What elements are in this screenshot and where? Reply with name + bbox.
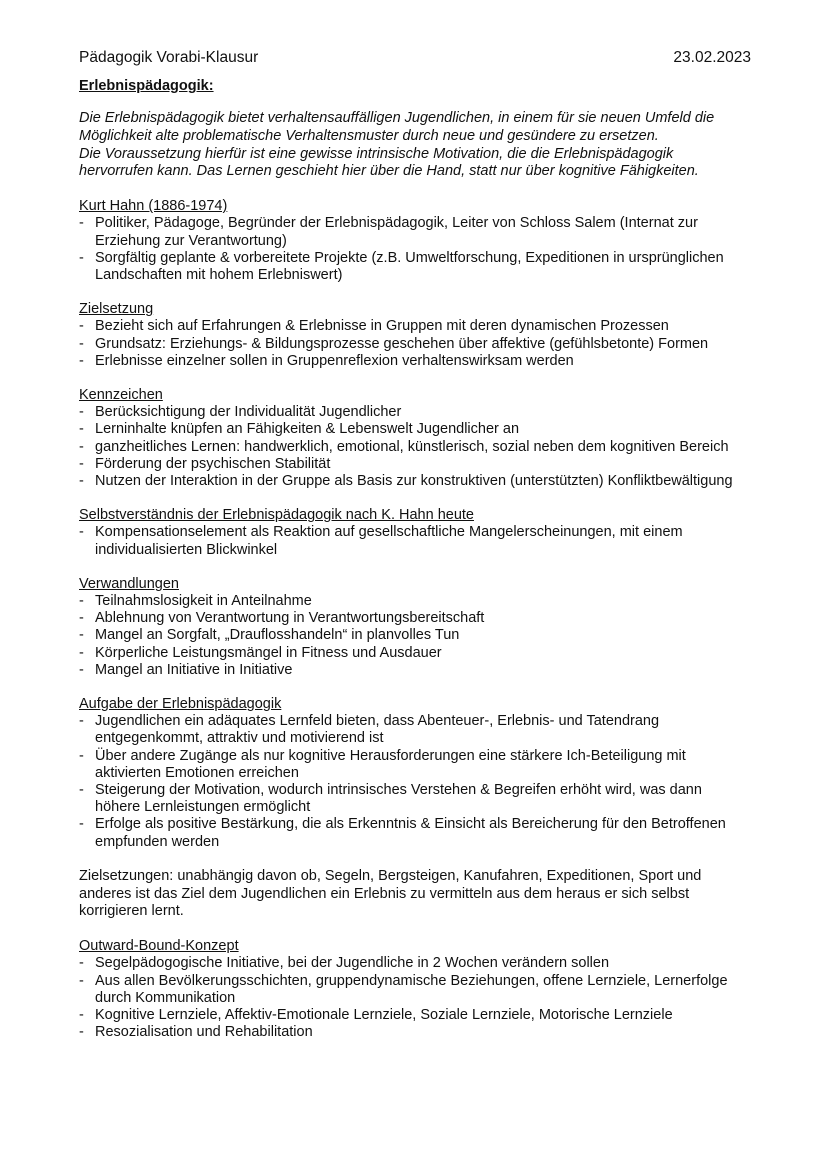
list-item-text: Teilnahmslosigkeit in Anteilnahme [95,593,312,610]
list-item-text: Berücksichtigung der Individualität Jugendlicher [95,404,402,421]
list-item-text: Nutzen der Interaktion in der Gruppe als Basis zur konstruktiven (unterstützten) Konfliktbewältigung [95,473,733,490]
list-item [79,421,751,438]
bullet-dash: - [79,816,84,833]
list-item-text: Ablehnung von Verantwortung in Verantwortungsbereitschaft [95,610,485,627]
bullet-dash: - [79,747,84,764]
list-item [79,816,751,850]
intro-paragraph: Die Erlebnispädagogik bietet verhaltensauffälligen Jugendlichen, in einem für sie neuen Umfeld die Möglichkeit alte problematische Verhaltensmuster durch neue und gesündere zu ersetzen. [79,110,715,144]
list-item-text: Segelpädogogische Initiative, bei der Jugendliche in 2 Wochen verändern sollen [95,955,610,972]
section [79,387,751,490]
list-item [79,955,751,972]
list-item [79,973,751,1007]
list-item-text: Grundsatz: Erziehungs- & Bildungsprozesse geschehen über affektive (gefühlsbetonte) Formen [95,335,709,352]
section [79,198,751,284]
list-item [79,713,751,747]
bullet-dash: - [79,249,84,266]
bullet-dash: - [79,782,84,799]
section-outward-bound [79,938,751,1041]
list-item [79,250,751,284]
section-title: Outward-Bound-Konzept [79,938,239,955]
section-title: Verwandlungen [79,575,179,592]
list-item-text: Kompensationselement als Reaktion auf gesellschaftliche Mangelerscheinungen, mit einem individualisierten Blickwinkel [95,524,683,558]
list-item-text: Aus allen Bevölkerungsschichten, gruppendynamische Beziehungen, offene Lernziele, Lernerfolge durch Kommunikation [95,972,728,1006]
bullet-dash: - [79,1024,84,1041]
list-item [79,336,751,353]
bullet-dash: - [79,610,84,627]
list-item [79,1007,751,1024]
list-item [79,593,751,610]
list-item-text: Mangel an Initiative in Initiative [95,661,293,678]
section-title: Kurt Hahn (1886-1974) [79,198,228,215]
list-item-text: Kognitive Lernziele, Affektiv-Emotionale Lernziele, Soziale Lernziele, Motorische Lernziele [95,1007,673,1024]
bullet-list [79,318,751,370]
list-item [79,473,751,490]
list-item [79,748,751,782]
course-title: Pädagogik Vorabi-Klausur [79,49,259,66]
section-title: Aufgabe der Erlebnispädagogik [79,696,282,713]
list-item [79,456,751,473]
bullet-dash: - [79,473,84,490]
list-item [79,645,751,662]
sections-container [79,198,751,851]
section-title: Kennzeichen [79,387,163,404]
bullet-list [79,713,751,851]
bullet-dash: - [79,318,84,335]
bullet-dash: - [79,524,84,541]
list-item-text: Steigerung der Motivation, wodurch intrinsisches Verstehen & Begreifen erhöht wird, was dann höhere Lernleistungen ermöglicht [95,782,702,816]
list-item-text: Förderung der psychischen Stabilität [95,455,331,472]
bullet-dash: - [79,627,84,644]
list-item [79,439,751,456]
bullet-dash: - [79,352,84,369]
list-item-text: Erfolge als positive Bestärkung, die als Erkenntnis & Einsicht als Bereicherung für den Betroffenen empfunden werden [95,816,726,850]
summary-paragraph: Zielsetzungen: unabhängig davon ob, Segeln, Bergsteigen, Kanufahren, Expeditionen, Sport und anderes ist das Ziel dem Jugendlichen ein Erlebnis zu vermitteln aus dem heraus er sich selbst korrigieren lernt. [79,867,702,920]
bullet-dash: - [79,972,84,989]
list-item-text: Körperliche Leistungsmängel in Fitness und Ausdauer [95,644,442,661]
list-item [79,215,751,249]
list-item [79,782,751,816]
bullet-dash: - [79,955,84,972]
list-item [79,610,751,627]
list-item-text: Lerninhalte knüpfen an Fähigkeiten & Lebenswelt Jugendlicher an [95,421,520,438]
bullet-list [79,955,751,1041]
section [79,301,751,370]
list-item-text: Sorgfältig geplante & vorbereitete Projekte (z.B. Umweltforschung, Expeditionen in ursprünglichen Landschaften mit hohem Erlebniswert) [95,249,724,283]
bullet-dash: - [79,1007,84,1024]
list-item-text: Politiker, Pädagoge, Begründer der Erlebnispädagogik, Leiter von Schloss Salem (Internat zur Erziehung zur Verantwortung) [95,215,698,249]
intro-paragraph: Die Voraussetzung hierfür ist eine gewisse intrinsische Motivation, die die Erlebnispädagogik hervorrufen kann. Das Lernen geschieht hier über die Hand, statt nur über kognitive Fähigkeiten. [79,145,699,180]
bullet-dash: - [79,421,84,438]
list-item-text: Jugendlichen ein adäquates Lernfeld bieten, dass Abenteuer-, Erlebnis- und Tatendrang entgegenkommt, attraktiv und motivierend ist [95,713,660,747]
list-item-text: Über andere Zugänge als nur kognitive Herausforderungen eine stärkere Ich-Beteiligung mit aktivierten Emotionen erreichen [95,747,686,781]
document-page [79,48,751,1042]
section-title: Zielsetzung [79,301,154,318]
section [79,576,751,679]
list-item [79,524,751,558]
document-title: Erlebnispädagogik: [79,78,214,94]
bullet-dash: - [79,593,84,610]
bullet-dash: - [79,713,84,730]
bullet-dash: - [79,404,84,421]
bullet-list [79,593,751,679]
section [79,696,751,851]
list-item [79,404,751,421]
bullet-dash: - [79,455,84,472]
list-item-text: Mangel an Sorgfalt, „Drauflosshandeln“ in planvolles Tun [95,627,460,644]
list-item [79,662,751,679]
intro-text [79,110,751,181]
bullet-list [79,524,751,558]
page-header [79,48,751,68]
document-date: 23.02.2023 [673,49,751,66]
bullet-dash: - [79,438,84,455]
bullet-dash: - [79,644,84,661]
list-item-text: Bezieht sich auf Erfahrungen & Erlebnisse in Gruppen mit deren dynamischen Prozessen [95,318,669,335]
bullet-dash: - [79,661,84,678]
bullet-dash: - [79,215,84,232]
bullet-list [79,404,751,490]
list-item-text: Erlebnisse einzelner sollen in Gruppenreflexion verhaltenswirksam werden [95,352,574,369]
list-item-text: Resozialisation und Rehabilitation [95,1024,313,1041]
bullet-dash: - [79,335,84,352]
section-title: Selbstverständnis der Erlebnispädagogik nach K. Hahn heute [79,507,474,524]
list-item [79,353,751,370]
list-item [79,318,751,335]
list-item-text: ganzheitliches Lernen: handwerklich, emotional, künstlerisch, sozial neben dem kognitiven Bereich [95,438,729,455]
list-item [79,1024,751,1041]
section [79,507,751,559]
list-item [79,627,751,644]
bullet-list [79,215,751,284]
